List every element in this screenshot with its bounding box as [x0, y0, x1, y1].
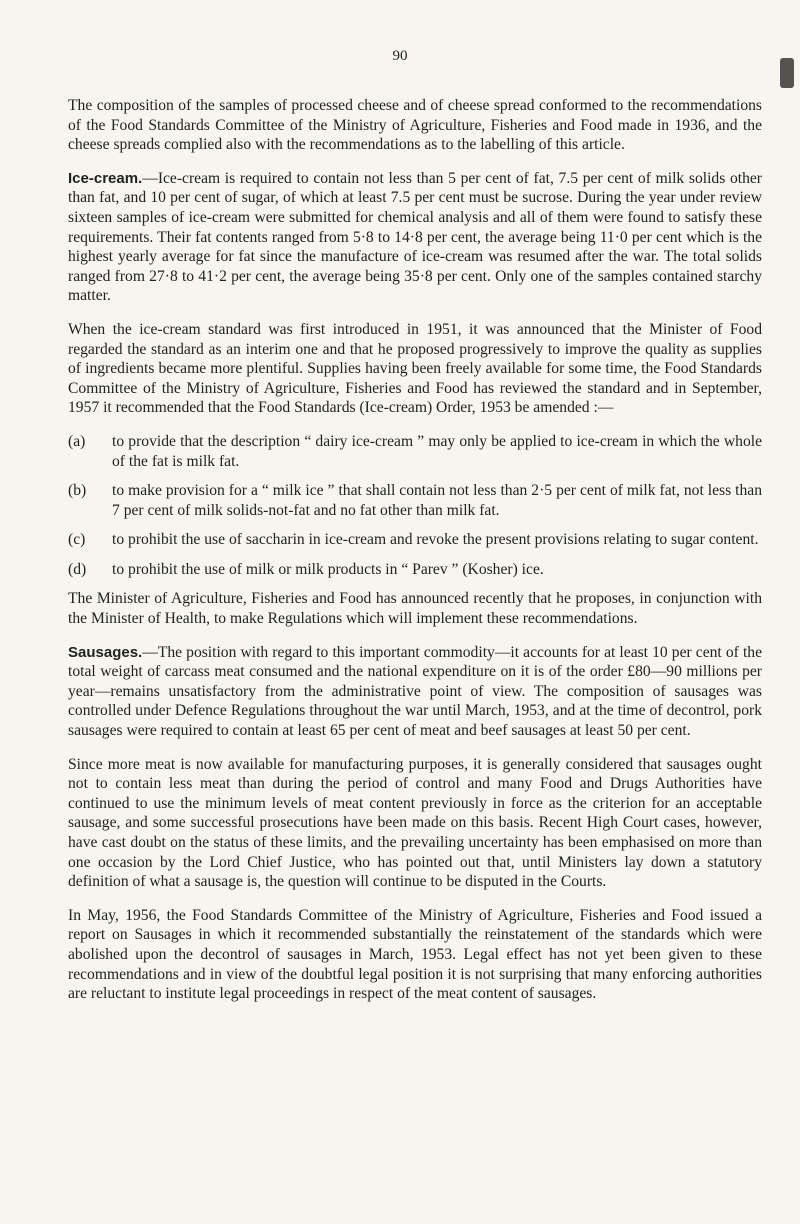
list-marker: (d) — [68, 560, 87, 578]
recommendation-list — [68, 432, 762, 580]
paragraph-meat-availability: Since more meat is now available for manufacturing purposes, it is generally considered that sausages ought not to contain less meat than during the period of control and many Food and Drugs Authorities have continued to use the minimum levels of meat content previously in force as the criterion for an acceptable sausage, and some successful prosecutions have been made on this basis. Recent High Court cases, however, have cast doubt on the status of these limits, and the prevailing uncertainty has been emphasised on more than one occasion by the Lord Chief Justice, who has pointed out that, until Ministers lay down a statutory definition of what a sausage is, the question will continue to be disputed in the Courts. — [68, 755, 762, 891]
list-item-text: to provide that the description “ dairy ice-cream ” may only be applied to ice-cream in which the whole of the fat is milk fat. — [112, 432, 762, 470]
section-heading-sausages: Sausages. — [68, 643, 143, 661]
paragraph-ice-cream-text: —Ice-cream is required to contain not less than 5 per cent of fat, 7.5 per cent of milk solids other than fat, and 10 per cent of sugar, of which at least 7.5 per cent must be sucrose. During the year under review sixteen samples of ice-cream were submitted for chemical analysis and all of them were found to satisfy these requirements. Their fat contents ranged from 5·8 to 14·8 per cent, the average being 11·0 per cent which is the highest yearly average for fat since the manufacture of ice-cream was resumed after the war. The total solids ranged from 27·8 to 41·2 per cent, the average being 35·8 per cent. Only one of the samples contained starchy matter. — [68, 169, 762, 305]
section-heading-ice-cream: Ice-cream. — [68, 169, 143, 187]
paragraph-minister-announcement: The Minister of Agriculture, Fisheries and Food has announced recently that he proposes, in conjunction with the Minister of Health, to make Regulations which will implement these recommendations. — [68, 590, 762, 628]
paragraph-processed-cheese: The composition of the samples of processed cheese and of cheese spread conformed to the recommendations of the Food Standards Committee of the Ministry of Agriculture, Fisheries and Food made in 1936, and the cheese spreads complied also with the recommendations as to the labelling of this article. — [68, 97, 762, 154]
paragraph-sausages-text: —The position with regard to this important commodity—it accounts for at least 10 per cent of the total weight of carcass meat consumed and the national expenditure on it is of the order £80—90 millions per year—remains unsatisfactory from the administrative point of view. The composition of sausages was controlled under Defence Regulations throughout the war until March, 1953, and at the time of decontrol, pork sausages were required to contain at least 65 per cent of meat and beef sausages at least 50 per cent. — [68, 643, 762, 740]
list-item-text: to prohibit the use of milk or milk products in “ Parev ” (Kosher) ice. — [112, 560, 544, 578]
paragraph-sausages — [68, 643, 762, 741]
paragraph-ice-cream — [68, 169, 762, 306]
page-number: 90 — [392, 48, 408, 64]
list-marker: (c) — [68, 531, 86, 549]
list-item — [68, 530, 762, 550]
paragraph-sausage-report: In May, 1956, the Food Standards Committee of the Ministry of Agriculture, Fisheries and Food issued a report on Sausages in which it recommended substantially the reinstatement of the standards which were abolished upon the decontrol of sausages in March, 1953. Legal effect has not yet been given to these recommendations and in view of the doubtful legal position it is not surprising that many enforcing authorities are reluctant to institute legal proceedings in respect of the meat content of sausages. — [68, 906, 762, 1003]
list-item-text: to make provision for a “ milk ice ” that shall contain not less than 2·5 per cent of milk fat, not less than 7 per cent of milk solids-not-fat and no fat other than milk fat. — [112, 482, 762, 519]
list-item-text: to prohibit the use of saccharin in ice-cream and revoke the present provisions relating to sugar content. — [112, 531, 759, 549]
list-item — [68, 560, 762, 580]
page-body — [68, 96, 762, 1018]
list-marker: (b) — [68, 482, 87, 500]
list-item — [68, 481, 762, 520]
list-item — [68, 432, 762, 471]
list-marker: (a) — [68, 432, 86, 450]
paragraph-ice-cream-standard: When the ice-cream standard was first introduced in 1951, it was announced that the Minister of Food regarded the standard as an interim one and that he proposed progressively to improve the quality as supplies of ingredients became more plentiful. Supplies having been freely available for some time, the Food Standards Committee of the Ministry of Agriculture, Fisheries and Food has reviewed the standard and in September, 1957 it recommended that the Food Standards (Ice-cream) Order, 1953 be amended :— — [68, 320, 762, 417]
